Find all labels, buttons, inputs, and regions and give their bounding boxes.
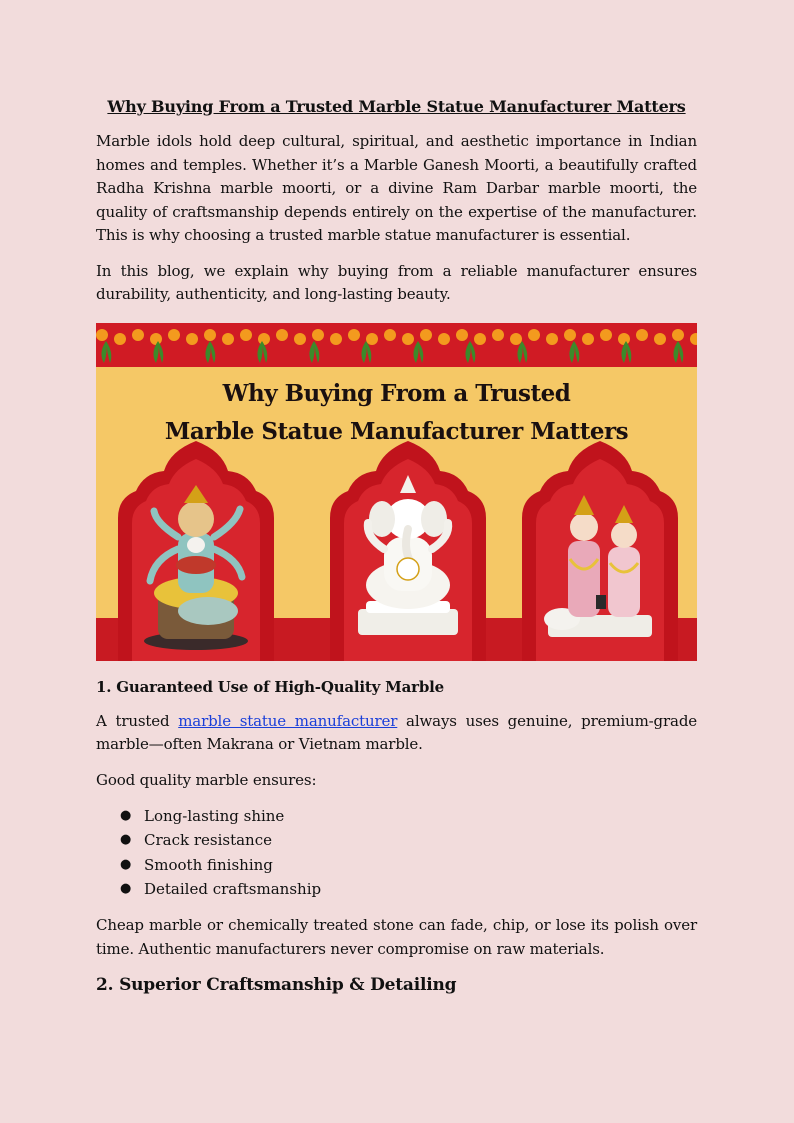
marigold-flower (168, 329, 180, 341)
mango-leaf (413, 341, 423, 363)
page-title: Why Buying From a Trusted Marble Statue Manufacturer Matters (107, 97, 686, 116)
intro-paragraph-1: Marble idols hold deep cultural, spiritual, and aesthetic importance in Indian homes and temples. Whether it’s a Marble Ganesh Moorti, a beautifully crafted Radha Krishna marble moorti, or a divine Ram Darbar marble moorti, the quality of craftsmanship depends entirely on the expertise of the manufacturer. This is why choosing a trusted marble statue manufacturer is essential. (96, 132, 697, 244)
article-content (96, 96, 697, 997)
banner-title-line-1: Why Buying From a Trusted (222, 379, 571, 407)
quality-benefits-list (96, 804, 697, 901)
list-item (120, 804, 697, 828)
paragraph-text: A trusted (96, 711, 179, 730)
marigold-flower (492, 329, 504, 341)
marigold-garland (96, 329, 697, 363)
marigold-flower (654, 333, 666, 345)
marigold-flower (348, 329, 360, 341)
hero-banner-image (96, 323, 697, 661)
marigold-flower (240, 329, 252, 341)
mango-leaf (309, 341, 319, 363)
section-1-paragraph-2: Good quality marble ensures: (96, 770, 317, 789)
mango-leaf (517, 341, 527, 363)
marigold-flower (564, 329, 576, 341)
marigold-flower (294, 333, 306, 345)
marigold-flower (402, 333, 414, 345)
marigold-flower (222, 333, 234, 345)
marigold-flower (258, 333, 270, 345)
bullet-icon: ● (120, 808, 132, 823)
marigold-flower (474, 333, 486, 345)
marigold-flower (546, 333, 558, 345)
list-item-text: Crack resistance (144, 831, 272, 850)
list-item (120, 828, 697, 852)
marigold-flower (114, 333, 126, 345)
intro-paragraph-2: In this blog, we explain why buying from a reliable manufacturer ensures durability, authenticity, and long-lasting beauty. (96, 261, 697, 303)
bullet-icon: ● (120, 832, 132, 848)
marigold-flower (600, 329, 612, 341)
mango-leaf (569, 341, 579, 363)
list-item-text: Long-lasting shine (144, 807, 285, 825)
section-1-heading: 1. Guaranteed Use of High-Quality Marble (96, 677, 444, 696)
marigold-flower (132, 329, 144, 341)
paragraph-text: always uses genuine, premium-grade marble—often Makrana or Vietnam marble. (96, 711, 698, 753)
section-1-paragraph-1 (96, 710, 697, 757)
marigold-flower (672, 329, 684, 341)
marigold-flower (312, 329, 324, 341)
marigold-flower (420, 329, 432, 341)
list-item-text: Smooth finishing (144, 855, 273, 874)
marigold-flower (438, 333, 450, 345)
marigold-flower (582, 333, 594, 345)
section-2-heading: 2. Superior Craftsmanship & Detailing (96, 975, 457, 996)
mango-leaf (673, 341, 683, 363)
mango-leaf (465, 341, 475, 363)
marigold-flower (96, 329, 108, 341)
banner-title (96, 375, 697, 451)
bullet-icon: ● (120, 880, 132, 896)
marigold-flower (528, 329, 540, 341)
marigold-flower (510, 333, 522, 345)
marigold-flower (150, 333, 162, 345)
section-1-paragraph-3: Cheap marble or chemically treated stone can fade, chip, or lose its polish over time. Authentic manufacturers never compromise on raw materials. (96, 916, 697, 958)
list-item-text: Detailed craftsmanship (144, 879, 322, 898)
list-item (120, 853, 697, 877)
marigold-flower (204, 329, 216, 341)
list-item (120, 877, 697, 901)
marigold-flower (618, 333, 630, 345)
marigold-flower (690, 333, 697, 345)
bullet-icon: ● (120, 856, 132, 872)
marigold-flower (276, 329, 288, 341)
marigold-flower (186, 333, 198, 345)
marigold-flower (384, 329, 396, 341)
mango-leaf (101, 341, 111, 363)
marigold-flower (330, 333, 342, 345)
marigold-flower (636, 329, 648, 341)
marigold-flower (456, 329, 468, 341)
mango-leaf (205, 341, 215, 363)
banner-illustration (96, 323, 697, 661)
marigold-flower (366, 333, 378, 345)
marble-statue-manufacturer-link[interactable]: marble statue manufacturer (178, 711, 398, 730)
banner-title-line-2: Marble Statue Manufacturer Matters (164, 417, 629, 445)
